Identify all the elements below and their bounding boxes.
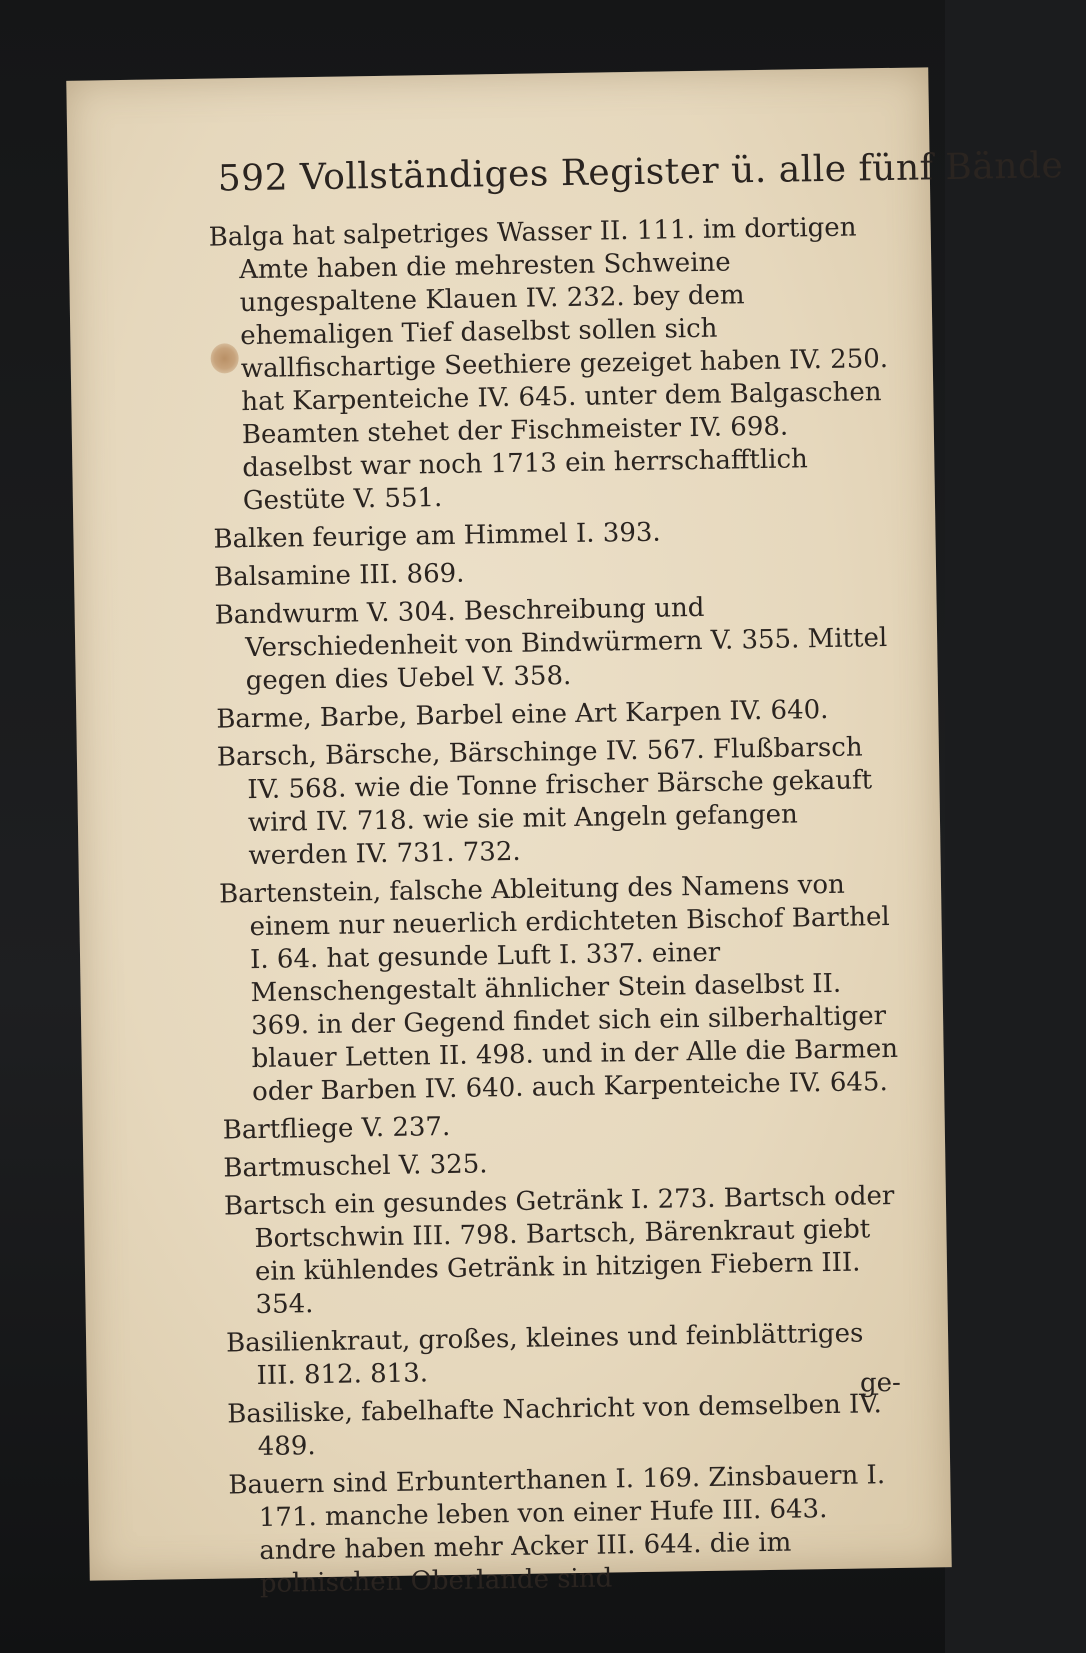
register-entry: Bartsch ein gesundes Getränk I. 273. Bartsch oder Bortschwin III. 798. Bartsch, Bärenkraut giebt ein kühlendes Getränk in hitzigen Fiebern III. 354.	[223, 1180, 895, 1321]
catchword: ge-	[859, 1367, 902, 1399]
book-page	[66, 67, 1064, 1600]
register-entry: Balga hat salpetriges Wasser II. 111. im dortigen Amte haben die mehresten Schweine ungespaltene Klauen IV. 232. bey dem ehemaligen Tief daselbst sollen sich wallfischartige Seethiere gezeiget haben IV. 250. hat Karpenteiche IV. 645. unter dem Balgaschen Beamten stehet der Fischmeister IV. 698. daselbst war noch 1713 ein herrschafftlich Gestüte V. 551.	[208, 212, 889, 517]
register-entry: Bandwurm V. 304. Beschreibung und Verschiedenheit von Bindwürmern V. 355. Mittel gegen dies Uebel V. 358.	[214, 592, 888, 697]
register-entry: Balsamine III. 869.	[213, 558, 465, 593]
register-entry: Balken feurige am Himmel I. 393.	[213, 517, 661, 555]
running-head: Vollständiges Register ü. alle fünf Bände	[299, 145, 1064, 199]
register-entries	[209, 211, 911, 1607]
register-entry: Bartfliege V. 237.	[222, 1111, 451, 1146]
register-entry: Basiliske, fabelhafte Nachricht von demselben IV. 489.	[227, 1389, 882, 1463]
register-entry: Basilienkraut, großes, kleines und feinblättriges III. 812. 813.	[225, 1318, 864, 1392]
register-entry: Bauern sind Erbunterthanen I. 169. Zinsbauern I. 171. manche leben von einer Hufe III. 643. andre haben mehr Acker III. 644. die im polnischen Oberlande sind	[228, 1460, 886, 1600]
register-entry: Bartenstein, falsche Ableitung des Namens von einem nur neuerlich erdichteten Bischof Barthel I. 64. hat gesunde Luft I. 337. einer Menschengestalt ähnlicher Stein daselbst II. 369. in der Gegend findet sich ein silberhaltiger blauer Letten II. 498. und in der Alle die Barmen oder Barben IV. 640. auch Karpenteiche IV. 645.	[218, 869, 899, 1108]
register-entry: Bartmuschel V. 325.	[223, 1149, 488, 1184]
page-header	[217, 145, 1064, 200]
register-entry: Barsch, Bärsche, Bärschinge IV. 567. Flußbarsch IV. 568. wie die Tonne frischer Bärsche gekauft wird IV. 718. wie sie mit Angeln gefangen werden IV. 731. 732.	[216, 732, 873, 872]
register-entry: Barme, Barbe, Barbel eine Art Karpen IV. 640.	[216, 694, 829, 735]
page-number: 592	[217, 157, 289, 200]
